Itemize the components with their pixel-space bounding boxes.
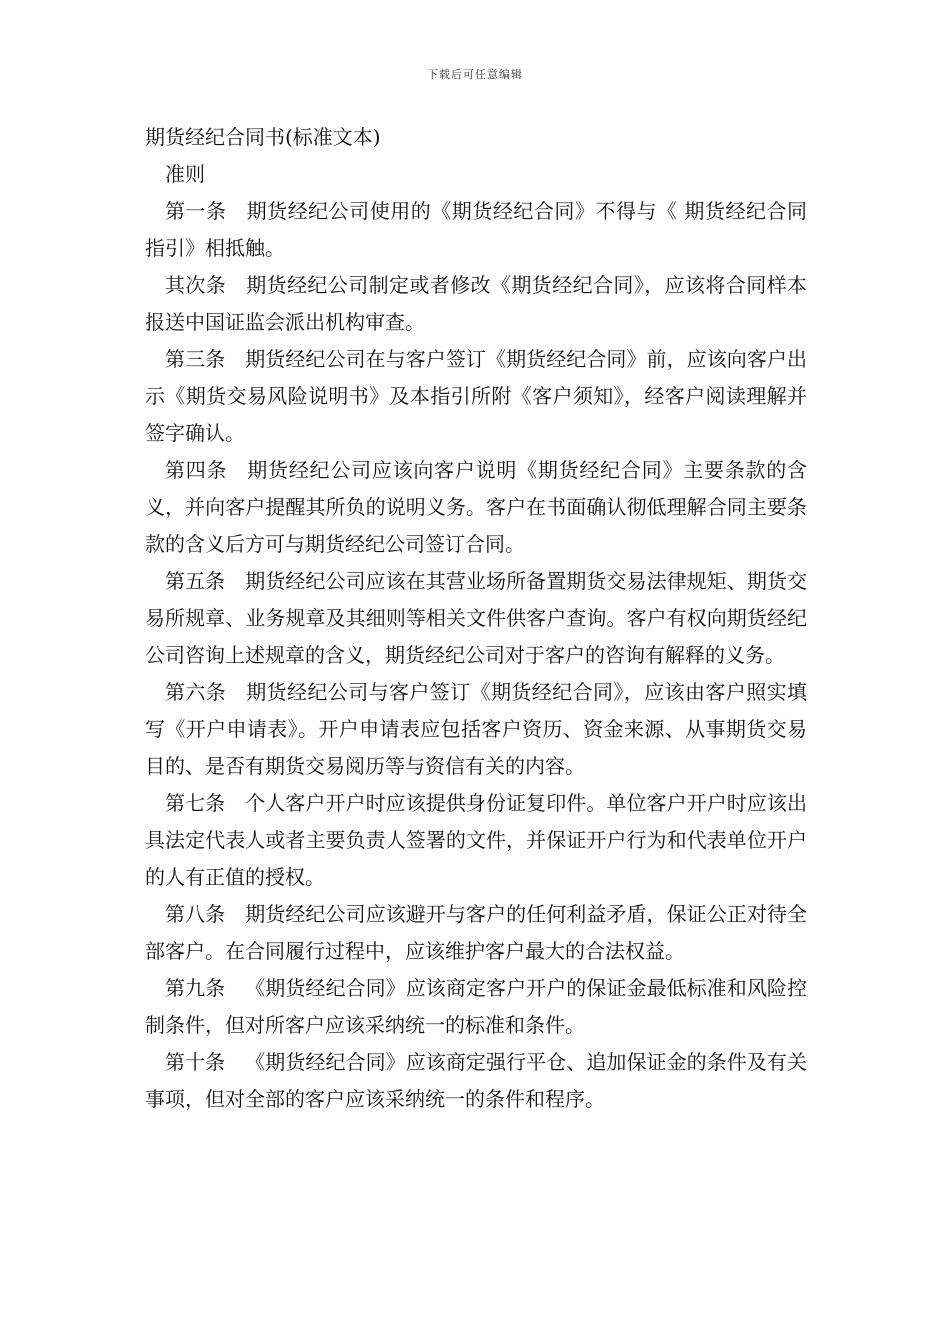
article-label: 第四条	[165, 458, 228, 482]
article-label: 第九条	[165, 976, 226, 1000]
article-label: 第三条	[165, 347, 226, 371]
article-label: 第五条	[165, 569, 226, 593]
article-label: 第七条	[165, 791, 226, 815]
article-6	[145, 674, 807, 785]
article-label: 第十条	[165, 1050, 226, 1074]
article-text: 期货经纪公司制定或者修改《期货经纪合同》，应该将合同样本报送中国证监会派出机构审查。	[145, 273, 808, 334]
article-8	[145, 896, 807, 970]
article-1	[145, 193, 807, 267]
article-text: 个人客户开户时应该提供身份证复印件。单位客户开户时应该出具法定代表人或者主要负责人签署的文件，并保证开户行为和代表单位开户的人有正值的授权。	[145, 791, 808, 889]
article-text: 《期货经纪合同》应该商定客户开户的保证金最低标准和风险控制条件，但对所客户应该采纳统一的标准和条件。	[145, 976, 808, 1037]
section-heading: 准则	[165, 162, 205, 186]
article-text: 期货经纪公司在与客户签订《期货经纪合同》前，应该向客户出示《期货交易风险说明书》及本指引所附《客户须知》，经客户阅读理解并签字确认。	[145, 347, 808, 445]
article-label: 其次条	[165, 273, 227, 297]
article-4	[145, 452, 807, 563]
article-label: 第八条	[165, 902, 226, 926]
article-label: 第一条	[165, 199, 227, 223]
article-text: 期货经纪公司应该避开与客户的任何利益矛盾，保证公正对待全部客户。在合同履行过程中，应该维护客户最大的合法权益。	[145, 902, 808, 963]
article-2	[145, 267, 807, 341]
article-5	[145, 563, 807, 674]
article-text: 《期货经纪合同》应该商定强行平仓、追加保证金的条件及有关事项，但对全部的客户应该采纳统一的条件和程序。	[145, 1050, 808, 1111]
document-title: 期货经纪合同书(标准文本)	[145, 125, 381, 149]
article-3	[145, 341, 807, 452]
article-label: 第六条	[165, 680, 227, 704]
article-text: 期货经纪公司应该向客户说明《期货经纪合同》主要条款的含义，并向客户提醒其所负的说明义务。客户在书面确认彻低理解合同主要条款的含义后方可与期货经纪公司签订合同。	[145, 458, 808, 556]
article-text: 期货经纪公司与客户签订《期货经纪合同》，应该由客户照实填写《开户申请表》。开户申请表应包括客户资历、资金来源、从事期货交易目的、是否有期货交易阅历等与资信有关的内容。	[145, 680, 808, 778]
article-text: 期货经纪公司使用的《期货经纪合同》不得与《 期货经纪合同 指引》相抵触。	[145, 199, 808, 260]
article-9	[145, 970, 807, 1044]
document-body	[145, 119, 807, 1118]
header-note: 下载后可任意编辑	[427, 68, 523, 81]
article-text: 期货经纪公司应该在其营业场所备置期货交易法律规矩、期货交易所规章、业务规章及其细则等相关文件供客户查询。客户有权向期货经纪公司咨询上述规章的含义，期货经纪公司对于客户的咨询有解释的义务。	[145, 569, 808, 667]
article-7	[145, 785, 807, 896]
article-10	[145, 1044, 807, 1118]
